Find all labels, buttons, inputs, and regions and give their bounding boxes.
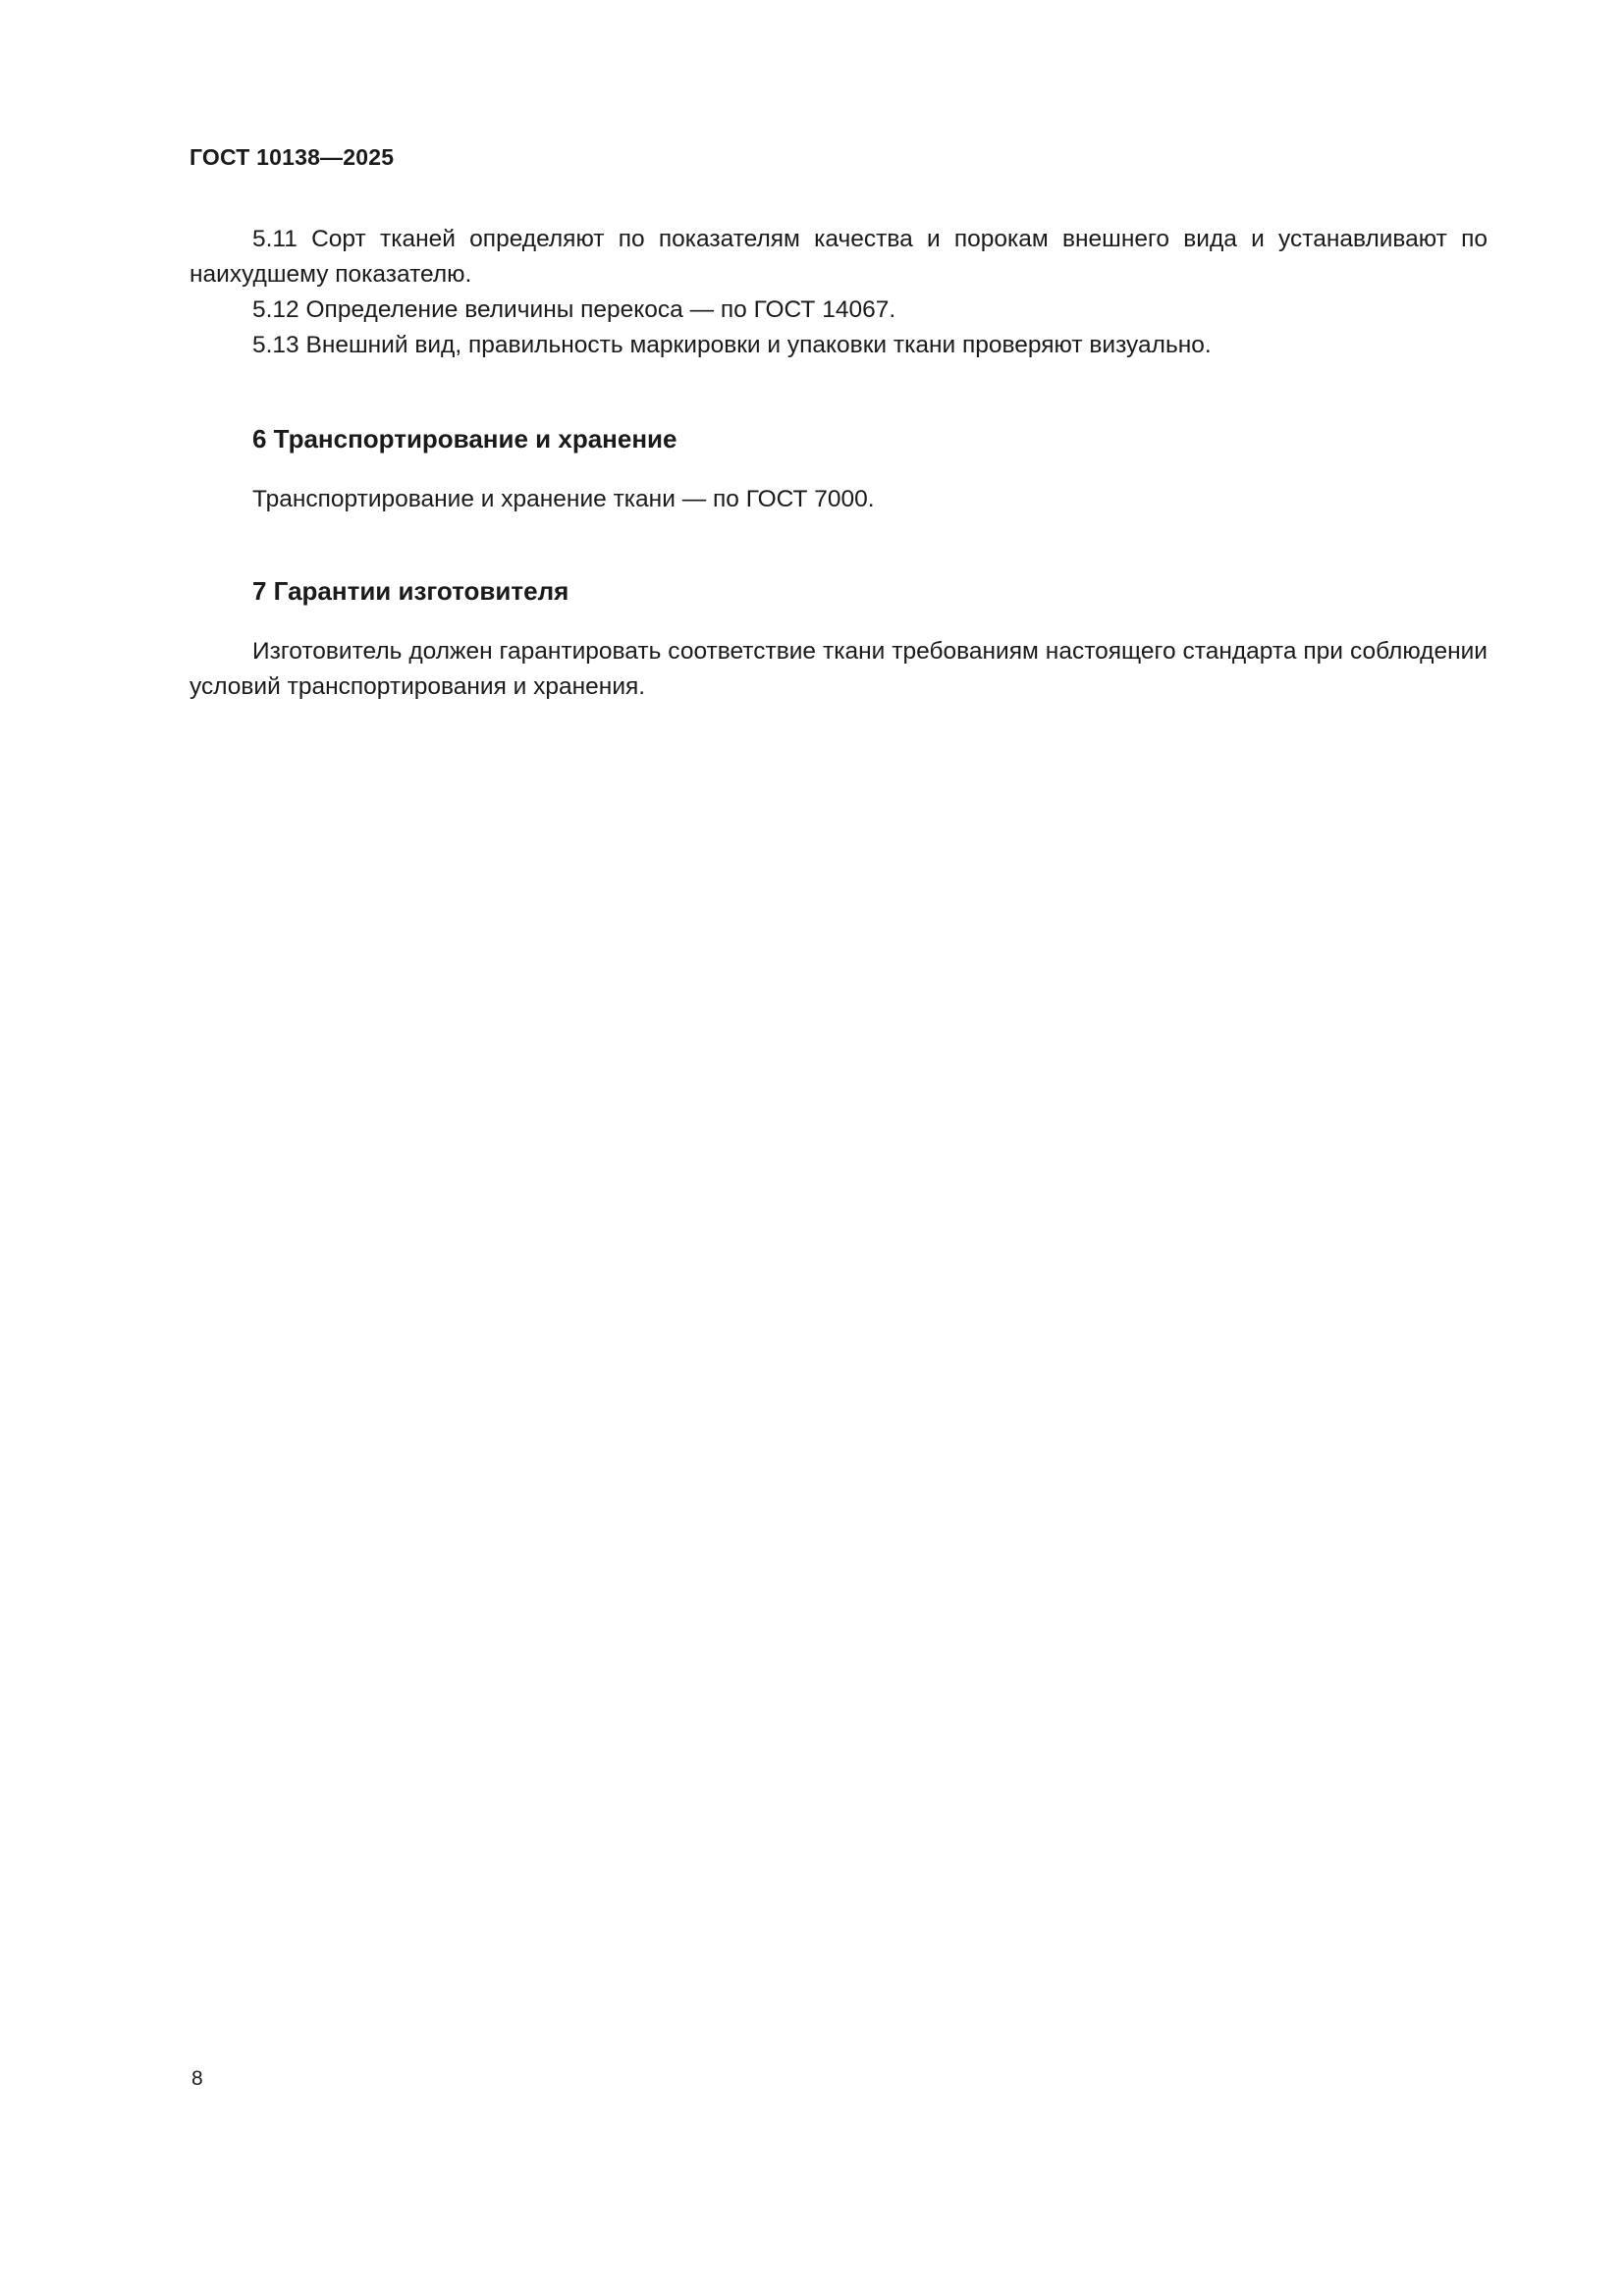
section-heading-7: 7 Гарантии изготовителя	[252, 576, 569, 606]
clause-5-13: 5.13 Внешний вид, правильность маркировки и упаковки ткани проверяют визуально.	[252, 332, 1212, 358]
section-7-paragraph: Изготовитель должен гарантировать соответствие ткани требованиям настоящего стандарта при соблюдении условий транспортирования и хранения.	[189, 638, 1488, 700]
page-number: 8	[191, 2067, 203, 2090]
spacer	[189, 455, 1488, 482]
spacer	[189, 517, 1488, 574]
clause-5-11: 5.11 Сорт тканей определяют по показателям качества и порокам внешнего вида и устанавливают по наихудшему показателю.	[189, 226, 1488, 288]
section-body-6	[189, 482, 1488, 517]
spacer	[189, 363, 1488, 422]
clause-group-5	[189, 222, 1488, 363]
section-6-paragraph: Транспортирование и хранение ткани — по ГОСТ 7000.	[252, 486, 875, 512]
clause-5-12: 5.12 Определение величины перекоса — по ГОСТ 14067.	[252, 296, 896, 323]
section-heading-6: 6 Транспортирование и хранение	[252, 424, 677, 454]
spacer	[189, 608, 1488, 634]
running-header: ГОСТ 10138—2025	[189, 144, 395, 170]
page-content	[189, 222, 1488, 705]
